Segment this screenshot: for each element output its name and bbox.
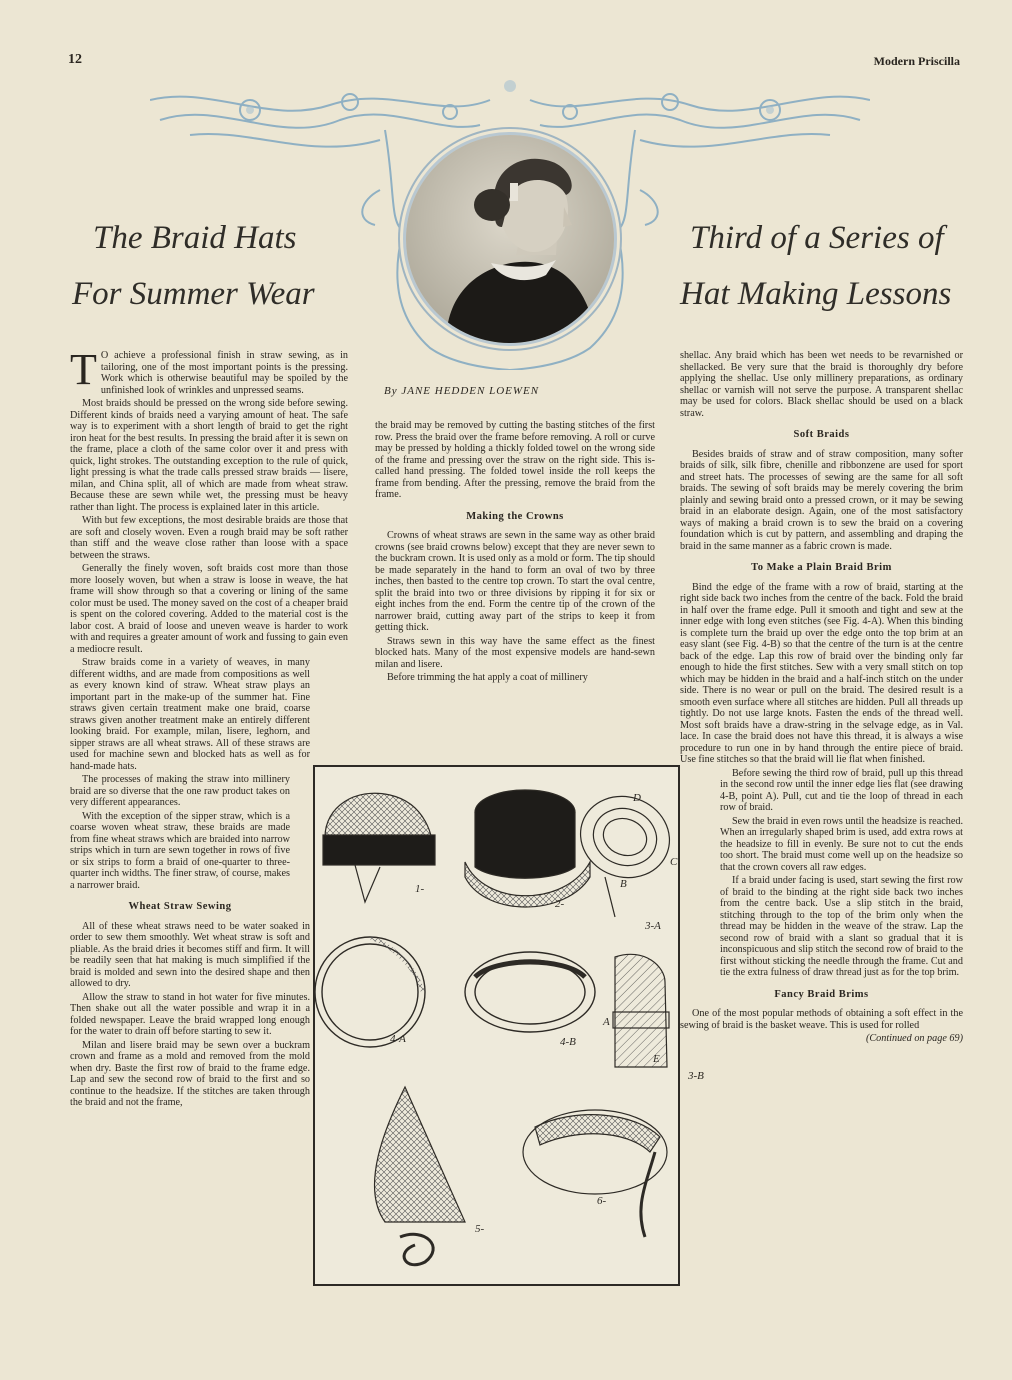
section-heading: Making the Crowns (466, 510, 564, 522)
paragraph: Most braids should be pressed on the wrong side before sewing. Different kinds of braids need a varying amount of heat. The safe way is to experiment with a short length of braid to get the right iron heat for the best results. In pressing the braid after it is sewn on the frame, place a cloth of the same color over it and press with quick, light strokes. The outstanding exception to the rule of quick, light pressing is what the trade calls pressed straw braids — lisere, milan, and China split, all of which are made from wheat straw. Because these are sewn while wet, the pressing must be heavy rather than light. The process is explained later in this article. (70, 398, 348, 513)
title-left-line1: The Braid Hats (93, 220, 297, 256)
dropcap: T (70, 345, 97, 394)
figure-4a (315, 937, 425, 1047)
point-label: C (670, 856, 678, 868)
paragraph: Crowns of wheat straws are sewn in the same way as other braid crowns (see braid crowns below) except that they are never sewn to the buckram crown. It is used only as a mold or form. The tip should be made separately in the hand to form an oval of two by three inches, then basted to the centre top crown. To start the oval centre, split the braid into two or three divisions by ripping it for six or eight inches from the end. Form the centre tip of the crown of the narrower braid, cutting away part of the strips to keep it from getting thick. (375, 530, 655, 633)
paragraph: Allow the straw to stand in hot water for five minutes. Then shake out all the water possible and wrap it in a folded newspaper. Leave the braid wrapped long enough for the water to drain off before starting to sew it. (70, 991, 310, 1037)
paragraph: Sew the braid in even rows until the headsize is reached. When an irregularly shaped brim is used, add extra rows at the headsize to fill in evenly. Be sure not to cut the ends too short. The braid must come well up on the headsize so that the crown covers all raw edges. (720, 815, 963, 873)
paragraph: Before trimming the hat apply a coat of millinery (387, 672, 588, 683)
title-right-line2: Hat Making Lessons (680, 276, 952, 312)
figure-6 (523, 1110, 667, 1237)
figure-label: 4-B (560, 1036, 576, 1048)
paragraph: Generally the finely woven, soft braids cost more than those more loosely woven, but when a straw is loose in weave, the hat frame will show through so that a covering or lining of the same color must be used. The money saved on the cost of a cheaper braid is spent on the colored covering. Added to the material cost is the labor cost. A braid of loose and uneven weave is harder to work with and requires a greater amount of work and fussing to gain even a mediocre result. (70, 563, 348, 655)
paragraph: With the exception of the sipper straw, which is a coarse woven wheat straw, these braids are made from fine wheat straws which are braided into narrow strips which in turn are sewn together in rows of five or six strips to form a braid of one-quarter to three-quarter inch widths. The finer straw, of course, makes a narrower braid. (70, 810, 290, 891)
paragraph: Bind the edge of the frame with a row of braid, starting at the right side back two inches from the centre of the back. Fold the braid in half over the frame edge. Pull it smooth and tight and sew at the inner edge with long even stitches (see Fig. 4-A). When this binding is complete turn the braid up over the edge onto the top brim at an easy slant (see Fig. 4-B) so that the centre of the turn is at the centre back of the edge. Lap this row of braid over the binding only far enough to hide the first stitches. Sew with a very small stitch on top which may be hidden in the braid and a half-inch stitch on the under side. There is no wear or pull on the braid. The desired result is a smooth even surface where all stitches are hidden. Pull all threads up tightly. Do not use large knots. Fasten the ends of the thread well. Most soft braids have a draw-string in the selvage edge, as in Val. lace. In case the braid does not have this thread, it is always a wise procedure to run one in by hand through the entire piece of braid. Use fine stitches so that the braid will lie flat when finished. (680, 581, 963, 765)
paragraph: Milan and lisere braid may be sewn over a buckram crown and frame as a mold and removed from the mold when dry. Baste the first row of braid to the frame edge. Lap and sew the second row of braid to the first and so continue to the headsize. If the stitches are taken through the braid and not the frame, (70, 1039, 310, 1108)
title-right-line1: Third of a Series of (690, 220, 944, 256)
paragraph: Before sewing the third row of braid, pull up this thread in the second row until the inner edge lies flat (see drawing 4-B, point A). Pull, cut and tie the loop of thread in each row of braid. (720, 767, 963, 813)
point-label: D (633, 792, 641, 804)
column-2 (375, 420, 655, 686)
paragraph: Besides braids of straw and of straw composition, many softer braids of silk, silk fibre, chenille and ribbonzene are used for sport and street hats. The processes of sewing are the same for all soft braids. The sewing of soft braids may be merely covering the brim plainly and sewing braid onto a pressed crown, or it may be sewing braid in an elaborate design. Again, one of the most satisfactory ways of making a braid crown is to sew the braid on a covering foundation which is cut by pattern, and assembling and draping the braid in the same manner as a fabric crown is made. (680, 448, 963, 552)
figure-2 (465, 790, 590, 907)
figure-3b-label: 3-B (688, 1070, 704, 1082)
continued-note: (Continued on page 69) (865, 1033, 963, 1044)
figure-label: 3-A (645, 920, 661, 932)
paragraph: With but few exceptions, the most desirable braids are those that are soft and closely woven. Even a rough braid may be soft rather than stiff and the weave close rather than loose with a space between the straws. (70, 515, 348, 561)
column-3 (680, 350, 963, 1045)
section-heading: To Make a Plain Braid Brim (751, 562, 892, 573)
paragraph: T O achieve a professional finish in straw sewing, as in tailoring, one of the most important points is the pressing. Work which is otherwise beautiful may be spoiled by the unfinished look of wrinkles and unpressed seams. (70, 345, 348, 396)
figure-label: 5- (475, 1223, 485, 1235)
paragraph: All of these wheat straws need to be water soaked in order to sew them smoothly. Wet wheat straw is soft and pliable. As the braid dries it becomes stiff and firm. It will be readily seen that hat making is much simplified if the braid is molded and sewn into the desired shape and then allowed to dry. (70, 920, 310, 989)
paragraph: the braid may be removed by cutting the basting stitches of the first row. Press the braid over the frame before removing. A roll or curve may be pressed by holding a thickly folded towel on the wrong side of the frame and pressing over the straw on the right side. This is-called hand pressing. The folded towel inside the roll keeps the frame from bending. After the pressing, remove the braid from the frame. (375, 420, 655, 500)
figure-label: 2- (555, 898, 565, 910)
point-label: E (653, 1053, 660, 1065)
hat-illustrations (313, 765, 680, 1286)
figure-label: 6- (597, 1195, 607, 1207)
section-heading: Fancy Braid Brims (774, 988, 869, 1000)
paragraph: If a braid under facing is used, start sewing the first row of braid to the binding at the right side back two inches from the centre back. Use a slip stitch in the braid, stitching through to the top of the brim only when the thread may be hidden in the weave of the straw. Lap the second row of braid with a slant so gradual that it is inconspicuous and slip stitch the second row of braid to the first without sticking the needle through the frame. Cut and tie the extra fulness of draw thread just as for the top brim. (720, 875, 963, 978)
section-heading: Wheat Straw Sewing (128, 901, 232, 912)
point-label: B (620, 878, 627, 890)
paragraph: Straw braids come in a variety of weaves, in many different widths, and are made from compositions as well as every known kind of straw. Wheat straw plays an important part in the make-up of the summer hat. Fine straws given certain treatment make one braid, coarse straws given another treatment make an entirely different looking braid. For example, milan, lisere, leghorn, and sipper straws are all wheat straws. All of these straws are used for machine sewn and blocked hats as well as for hand-made hats. (70, 657, 310, 772)
figure-4b (465, 952, 595, 1032)
figure-3a (569, 784, 678, 917)
figure-label: 1- (415, 883, 425, 895)
figure-label: 4-A (390, 1033, 406, 1045)
paragraph: The processes of making the straw into millinery braid are so diverse that the one raw product takes on very different appearances. (70, 774, 290, 808)
page-number: 12 (68, 52, 82, 67)
paragraph: shellac. Any braid which has been wet needs to be revarnished or shellacked. Be very sure that the braid is thoroughly dry before applying the shellac. Use only millinery preparations, as ordinary shellac or varnish will not serve the purpose. A transparent shellac may be used for colors. Black shellac should be used on a black straw. (680, 350, 963, 419)
column-1 (70, 345, 348, 1111)
title-left-line2: For Summer Wear (72, 276, 315, 312)
figure-3b (613, 954, 669, 1067)
byline: By JANE HEDDEN LOEWEN (384, 385, 540, 397)
paragraph: One of the most popular methods of obtaining a soft effect in the sewing of braid is the basket weave. This is used for rolled (680, 1008, 963, 1031)
author-portrait (403, 132, 617, 346)
figure-5 (375, 1087, 465, 1265)
magazine-name: Modern Priscilla (873, 54, 960, 68)
point-label: A (603, 1016, 610, 1028)
paragraph: Straws sewn in this way have the same effect as the finest blocked hats. Many of the most expensive models are hand-sewn milan and lisere. (375, 635, 655, 670)
section-heading: Soft Braids (793, 429, 850, 440)
